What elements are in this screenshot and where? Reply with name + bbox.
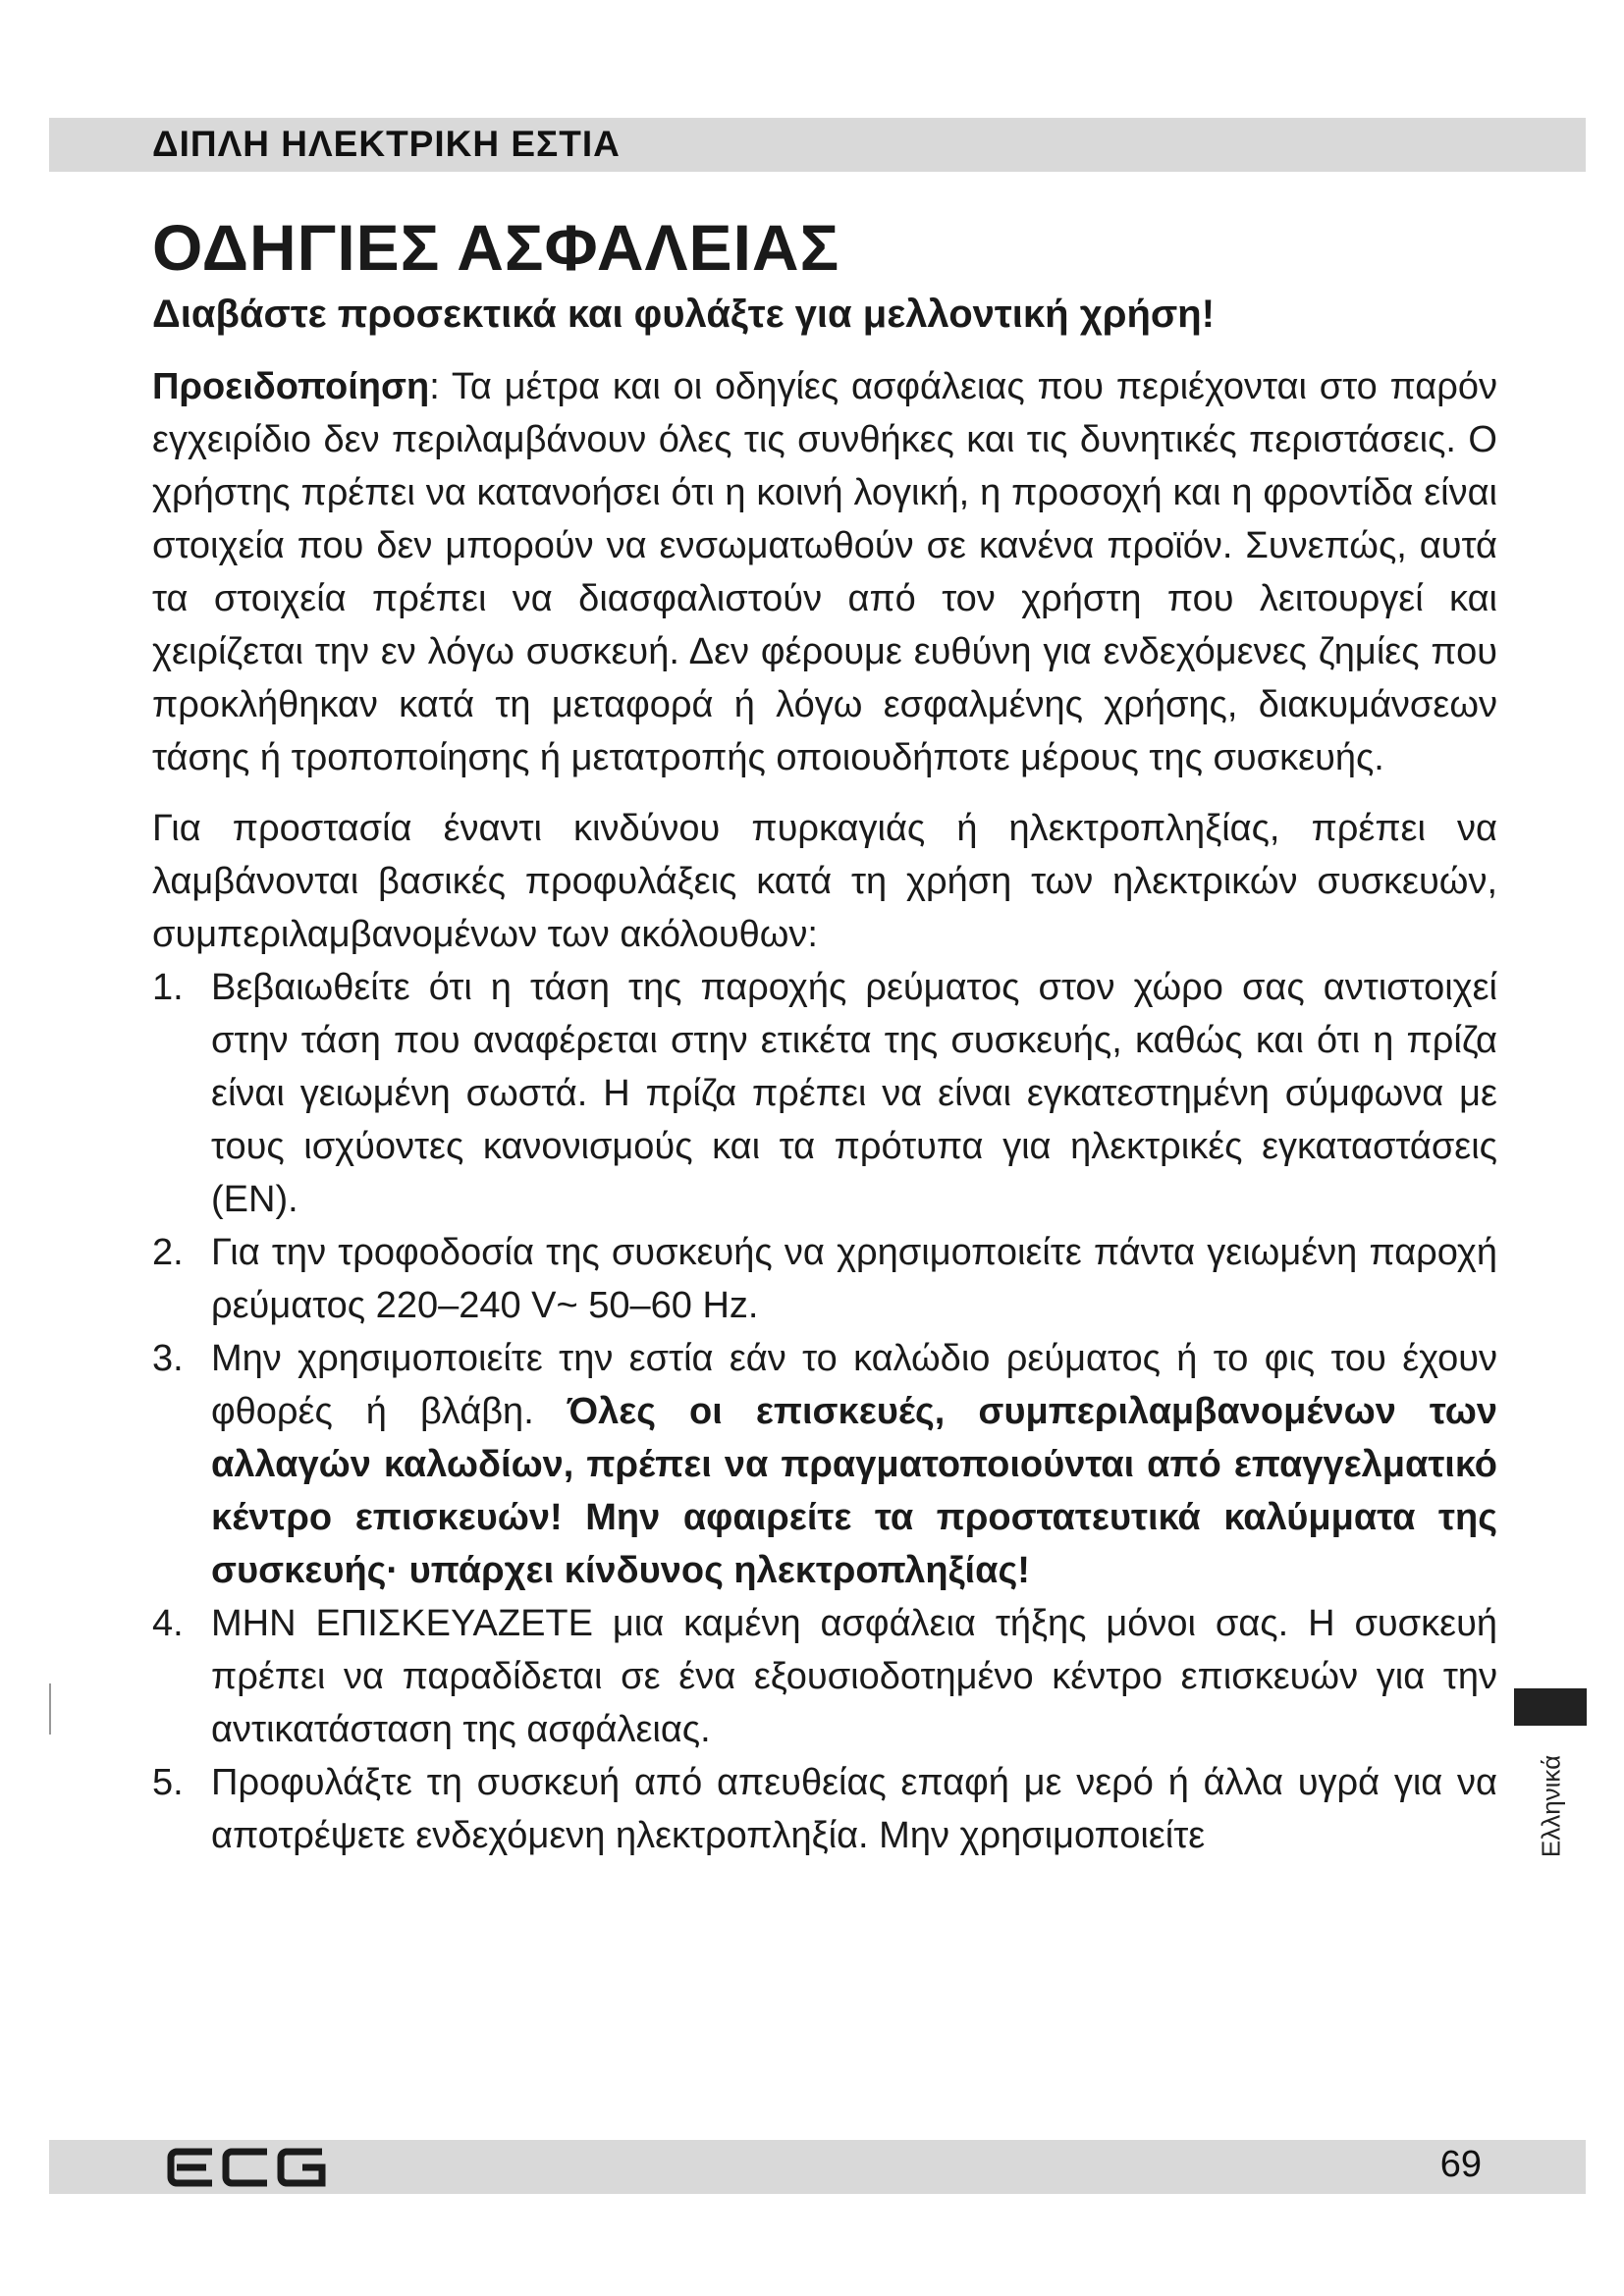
safety-list — [152, 961, 1497, 1862]
list-item-number: 1. — [152, 966, 184, 1008]
language-side-label — [1512, 1747, 1591, 1865]
list-item-text: Βεβαιωθείτε ότι η τάση της παροχής ρεύματος στον χώρο σας αντιστοιχεί στην τάση που αναφέρεται στην ετικέτα της συσκευής, καθώς και ότι η πρίζα είναι γειωμένη σωστά. Η πρίζα πρέπει να είναι εγκατεστημένη σύμφωνα με τους ισχύοντες κανονισμούς και τα πρότυπα για ηλεκτρικές εγκαταστάσεις (EN). — [211, 966, 1497, 1220]
list-item-warning-bold: Όλες οι επισκευές, συμπεριλαμβανομένων των αλλαγών καλωδίων, πρέπει να πραγματοποιούνται από επαγγελματικό κέντρο επισκευών! Μην αφαιρείτε τα προστατευτικά καλύμματα της συσκευής· υπάρχει κίνδυνος ηλεκτροπληξίας! — [211, 1390, 1497, 1591]
main-content — [152, 211, 1497, 1862]
list-item-text: Προφυλάξτε τη συσκευή από απευθείας επαφή με νερό ή άλλα υγρά για να αποτρέψετε ενδεχόμενη ηλεκτροπληξία. Μην χρησιμοποιείτε — [211, 1761, 1497, 1856]
ecg-logo-icon — [167, 2146, 334, 2189]
header-band — [49, 118, 1586, 172]
list-item — [152, 961, 1497, 1226]
language-label: Ελληνικά — [1536, 1754, 1566, 1858]
list-item-text: Για την τροφοδοσία της συσκευής να χρησιμοποιείτε πάντα γειωμένη παροχή ρεύματος 220–240 V~ 50–60 Hz. — [211, 1231, 1497, 1326]
intro-paragraph: Για προστασία έναντι κινδύνου πυρκαγιάς ή ηλεκτροπληξίας, πρέπει να λαμβάνονται βασικές προφυλάξεις κατά τη χρήση των ηλεκτρικών συσκευών, συμπεριλαμβανομένων των ακόλουθων: — [152, 807, 1497, 955]
list-item-text: Μην χρησιμοποιείτε την εστία εάν το καλώδιο ρεύματος ή το φις του έχουν φθορές ή βλάβη. — [211, 1337, 1497, 1432]
list-item — [152, 1597, 1497, 1756]
warning-paragraph — [152, 360, 1497, 784]
list-item-text: ΜΗΝ ΕΠΙΣΚΕΥΑΖΕΤΕ μια καμένη ασφάλεια τήξης μόνοι σας. Η συσκευή πρέπει να παραδίδεται σε ένα εξουσιοδοτημένο κέντρο επισκευών για την αντικατάσταση της ασφάλειας. — [211, 1602, 1497, 1750]
list-item — [152, 1332, 1497, 1597]
list-item-number: 3. — [152, 1337, 184, 1379]
list-item-number: 4. — [152, 1602, 184, 1644]
page-number: 69 — [1439, 2144, 1482, 2185]
list-item-number: 5. — [152, 1761, 184, 1803]
margin-mark — [49, 1683, 51, 1735]
page-title: ΟΔΗΓΙΕΣ ΑΣΦΑΛΕΙΑΣ — [152, 211, 840, 284]
list-item — [152, 1756, 1497, 1862]
warning-label: Προειδοποίηση — [152, 365, 430, 407]
brand-logo — [167, 2146, 334, 2189]
section-title: ΔΙΠΛΗ ΗΛΕΚΤΡΙΚΗ ΕΣΤΙΑ — [152, 124, 621, 164]
language-tab-marker — [1514, 1688, 1587, 1726]
list-item — [152, 1226, 1497, 1332]
page-subtitle: Διαβάστε προσεκτικά και φυλάξτε για μελλοντική χρήση! — [152, 292, 1216, 336]
list-item-number: 2. — [152, 1231, 184, 1273]
warning-text: : Τα μέτρα και οι οδηγίες ασφάλειας που περιέχονται στο παρόν εγχειρίδιο δεν περιλαμβάνουν όλες τις συνθήκες και τις δυνητικές περιστάσεις. Ο χρήστης πρέπει να κατανοήσει ότι η κοινή λογική, η προσοχή και η φροντίδα είναι στοιχεία που δεν μπορούν να ενσωματωθούν σε κανένα προϊόν. Συνεπώς, αυτά τα στοιχεία πρέπει να διασφαλιστούν από τον χρήστη που λειτουργεί και χειρίζεται την εν λόγω συσκευή. Δεν φέρουμε ευθύνη για ενδεχόμενες ζημίες που προκλήθηκαν κατά τη μεταφορά ή λόγω εσφαλμένης χρήσης, διακυμάνσεων τάσης ή τροποποίησης ή μετατροπής οποιουδήποτε μέρους της συσκευής. — [152, 365, 1497, 778]
